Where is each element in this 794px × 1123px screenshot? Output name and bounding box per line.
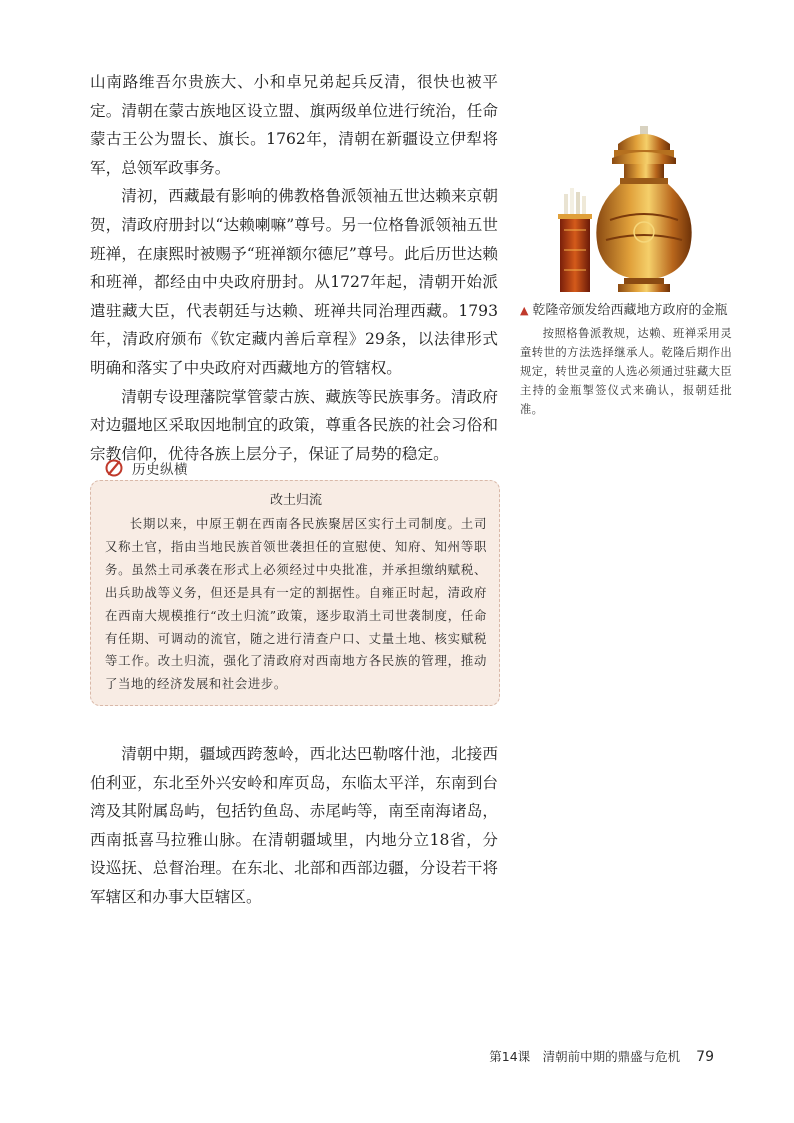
main-text-column — [90, 68, 498, 468]
history-swirl-icon — [104, 458, 124, 478]
box-header — [90, 456, 500, 480]
box-header-label: 历史纵横 — [132, 462, 188, 478]
lesson-title: 第14课 清朝前中期的鼎盛与危机 — [489, 1049, 681, 1064]
figure-caption — [520, 302, 732, 320]
page-number: 79 — [696, 1049, 714, 1065]
caption-title: 乾隆帝颁发给西藏地方政府的金瓶 — [532, 303, 728, 318]
box-title: 改土归流 — [269, 493, 322, 508]
history-box — [90, 456, 500, 706]
paragraph-3: 清朝专设理藩院掌管蒙古族、藏族等民族事务。清政府对边疆地区采取因地制宜的政策，尊重各民族的社会习俗和宗教信仰，优待各族上层分子，保证了局势的稳定。 — [90, 387, 498, 463]
history-box-panel — [90, 480, 500, 706]
paragraph-1: 山南路维吾尔贵族大、小和卓兄弟起兵反清，很快也被平定。清朝在蒙古族地区设立盟、旗两级单位进行统治，任命蒙古王公为盟长、旗长。1762年，清朝在新疆设立伊犁将军，总领军政事务。 — [90, 73, 498, 177]
main-text-column-2 — [90, 740, 498, 912]
sidebar — [520, 120, 732, 419]
page-footer — [0, 1047, 714, 1065]
caption-note: 按照格鲁派教规，达赖、班禅采用灵童转世的方法选择继承人。乾隆后期作出规定，转世灵童的人选必须通过驻藏大臣主持的金瓶掣签仪式来确认，报朝廷批准。 — [520, 327, 732, 416]
paragraph-4: 清朝中期，疆域西跨葱岭，西北达巴勒喀什池，北接西伯利亚，东北至外兴安岭和库页岛，东临太平洋，东南到台湾及其附属岛屿，包括钓鱼岛、赤尾屿等，南至南海诸岛，西南抵喜马拉雅山脉。在清朝疆域里，内地分立18省，分设巡抚、总督治理。在东北、北部和西部边疆，分设若干将军辖区和办事大臣辖区。 — [90, 745, 498, 906]
golden-urn-image — [520, 120, 732, 296]
caption-triangle-icon: ▲ — [520, 304, 529, 317]
box-text: 长期以来，中原王朝在西南各民族聚居区实行土司制度。土司又称土官，指由当地民族首领世袭担任的宣慰使、知府、知州等职务。虽然土司承袭在形式上必须经过中央批准，并承担缴纳赋税、出兵助战等义务，但还是具有一定的割据性。自雍正时起，清政府在西南大规模推行“改土归流”政策，逐步取消土司世袭制度，任命有任期、可调动的流官，随之进行清查户口、丈量土地、核实赋税等工作。改土归流，强化了清政府对西南地方各民族的管理，推动了当地的经济发展和社会进步。 — [105, 516, 487, 692]
golden-urn-illustration — [520, 120, 732, 296]
paragraph-2: 清初，西藏最有影响的佛教格鲁派领袖五世达赖来京朝贺，清政府册封以“达赖喇嘛”尊号。另一位格鲁派领袖五世班禅，在康熙时被赐予“班禅额尔德尼”尊号。此后历世达赖和班禅，都经由中央政府册封。从1727年起，清朝开始派遣驻藏大臣，代表朝廷与达赖、班禅共同治理西藏。1793年，清政府颁布《钦定藏内善后章程》29条，以法律形式明确和落实了中央政府对西藏地方的管辖权。 — [90, 187, 498, 377]
